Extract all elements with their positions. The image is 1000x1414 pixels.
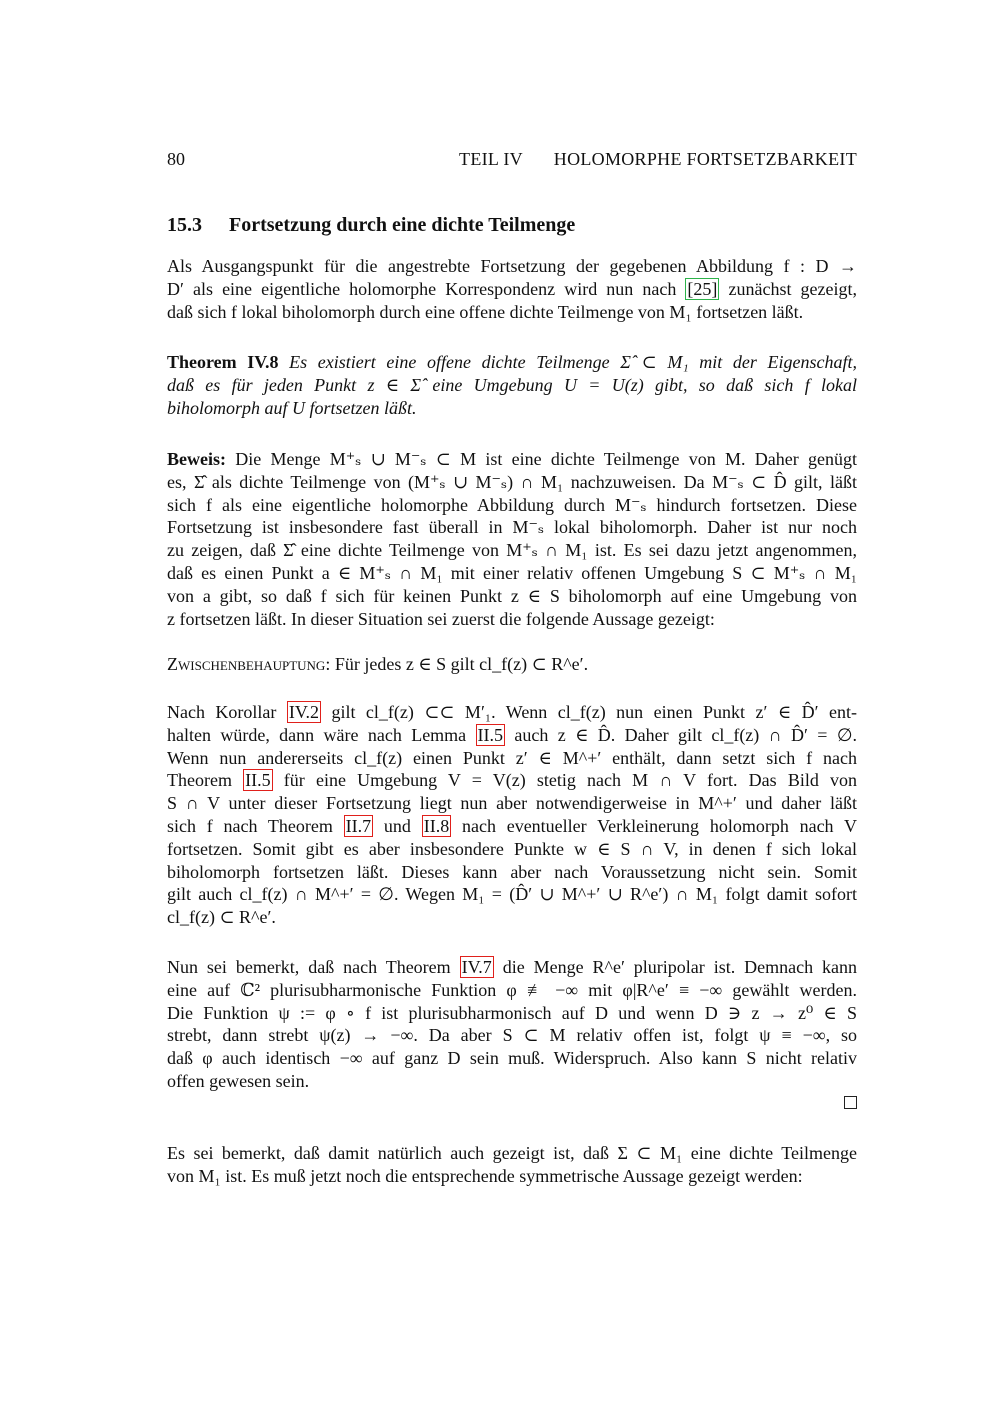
theorem-line-1-text: Es existiert eine offene dichte Teilmenge Σ̂ ⊂ M₁ mit der Eigenschaft,: [289, 352, 857, 372]
theorem-line-2: daß es für jeden Punkt z ∈ Σ̂ eine Umgebung U = U(z) gibt, so daß sich f lokal: [167, 374, 857, 395]
intro-line-1: Als Ausgangspunkt für die angestrebte Fortsetzung der gegebenen Abbildung f : D →: [167, 256, 857, 276]
p2-line-3: Wenn nun andererseits cl_f(z) einen Punkt z′ ∈ M^+′ enthält, dann setzt sich f nach: [167, 747, 857, 768]
pluripolar-paragraph: [167, 956, 857, 1093]
proof-line-4: Fortsetzung ist insbesondere fast überall in M⁻ₛ lokal biholomorph. Daher ist nur noch: [167, 517, 857, 538]
header-part: TEIL IV: [459, 149, 523, 169]
ref-link-ii5-theorem[interactable]: II.5: [245, 770, 271, 791]
p2-line-2a: halten würde, dann wäre nach Lemma: [167, 724, 476, 745]
p3-line-5: daß φ auch identisch −∞ auf ganz D sein muß. Widerspruch. Also kann S nicht relativ: [167, 1048, 857, 1069]
p2-line-4b: für eine Umgebung V = V(z) stetig nach M ∩ V fort. Das Bild von: [272, 770, 857, 791]
p2-line-4: [167, 769, 857, 792]
p3-line-1b: die Menge R^e′ pluripolar ist. Demnach kann: [493, 957, 857, 977]
proof-paragraph: [167, 448, 857, 630]
proof-line-6: daß es einen Punkt a ∈ M⁺ₛ ∩ M₁ mit einer relativ offenen Umgebung S ⊂ M⁺ₛ ∩ M₁: [167, 562, 857, 583]
p2-line-1b: gilt cl_f(z) ⊂⊂ M′₁. Wenn cl_f(z) nun einen Punkt z′ ∈ D̂′ ent-: [321, 702, 857, 722]
intro-line-2-tail: zunächst gezeigt,: [719, 278, 857, 299]
ref-link-iv2[interactable]: IV.2: [288, 702, 320, 722]
p4-line-2: von M₁ ist. Es muß jetzt noch die entsprechende symmetrische Aussage gezeigt werden:: [167, 1165, 803, 1186]
claim-line: [167, 653, 857, 676]
ref-link-ii8[interactable]: II.8: [423, 815, 450, 836]
p3-line-4: strebt, dann strebt ψ(z) → −∞. Da aber S ⊂ M relativ offen ist, folgt ψ ≡ −∞, so: [167, 1025, 857, 1046]
proof-line-5: zu zeigen, daß Σ̂ eine dichte Teilmenge von M⁺ₛ ∩ M₁ ist. Es sei dazu jetzt angenommen,: [167, 540, 857, 561]
p3-line-2: eine auf ℂ² plurisubharmonische Funktion φ ≢ −∞ mit φ|R^e′ ≡ −∞ gewählt werden.: [167, 979, 857, 1000]
proof-line-8: z fortsetzen läßt. In dieser Situation sei zuerst die folgende Aussage gezeigt:: [167, 608, 715, 629]
theorem-iv8: [167, 351, 857, 419]
theorem-line-3: biholomorph auf U fortsetzen läßt.: [167, 397, 417, 418]
section-title: Fortsetzung durch eine dichte Teilmenge: [229, 214, 576, 236]
intro-line-3: daß sich f lokal biholomorph durch eine offene dichte Teilmenge von M₁ fortsetzen läßt.: [167, 301, 804, 322]
p2-line-2: [167, 724, 857, 747]
p2-line-6a: sich f nach Theorem: [167, 815, 344, 836]
section-heading: [167, 214, 575, 237]
proof-line-1-text: Die Menge M⁺ₛ ∪ M⁻ₛ ⊂ M ist eine dichte Teilmenge von M. Daher genügt: [235, 449, 857, 469]
header-title: [459, 149, 857, 170]
proof-line-2: es, Σ̂ als dichte Teilmenge von (M⁺ₛ ∪ M⁻ₛ) ∩ M₁ nachzuweisen. Da M⁻ₛ ⊂ D̂ gilt, läßt: [167, 471, 857, 492]
p2-line-4a: Theorem: [167, 770, 244, 791]
p2-line-6b: und: [373, 815, 422, 836]
page-number: 80: [167, 149, 185, 169]
p2-line-10: cl_f(z) ⊂ R^e′.: [167, 907, 276, 928]
ref-link-ii5[interactable]: II.5: [477, 724, 504, 745]
p3-line-1a: Nun sei bemerkt, daß nach Theorem: [167, 957, 460, 977]
theorem-line-1: [167, 351, 857, 374]
claim-proof-paragraph: [167, 701, 857, 929]
ref-link-ii7[interactable]: II.7: [345, 815, 372, 836]
section-number: 15.3: [167, 214, 202, 236]
p2-line-7: fortsetzen. Somit gibt es aber insbesondere Punkte w ∈ S ∩ V, in denen f sich lokal: [167, 838, 857, 859]
claim-text: Für jedes z ∈ S gilt cl_f(z) ⊂ R^e′.: [334, 654, 589, 674]
ref-link-iv7[interactable]: IV.7: [461, 957, 492, 977]
intro-line-2: [167, 278, 857, 301]
p2-line-9: gilt auch cl_f(z) ∩ M^+′ = ∅. Wegen M₁ = (D̂′ ∪ M^+′ ∪ R^e′) ∩ M₁ folgt damit sofort: [167, 884, 857, 905]
closing-paragraph: [167, 1142, 857, 1188]
p4-line-1: Es sei bemerkt, daß damit natürlich auch gezeigt ist, daß Σ ⊂ M₁ eine dichte Teilmenge: [167, 1143, 857, 1163]
p2-line-5: S ∩ V unter dieser Fortsetzung liegt nun aber notwendigerweise in M^+′ und daher läßt: [167, 793, 857, 814]
proof-line-7: von a gibt, so daß f sich für keinen Punkt z ∈ S biholomorph auf eine Umgebung von: [167, 585, 857, 606]
proof-label: Beweis:: [167, 449, 226, 469]
p3-line-6: offen gewesen sein.: [167, 1070, 310, 1091]
p2-line-2b: auch z ∈ D̂. Daher gilt cl_f(z) ∩ D̂′ = ∅.: [505, 724, 857, 745]
p2-line-6c: nach eventueller Verkleinerung holomorph nach V: [451, 815, 857, 836]
p2-line-1: [167, 701, 857, 724]
theorem-label: Theorem IV.8: [167, 352, 279, 372]
p2-line-6: [167, 815, 857, 838]
claim-label: Zwischenbehauptung:: [167, 654, 331, 674]
proof-line-3: sich f als eine eigentliche holomorphe Abbildung durch M⁻ₛ hindurch fortsetzen. Diese: [167, 494, 857, 515]
intermediate-claim: [167, 653, 857, 676]
intro-paragraph: [167, 255, 857, 323]
p2-line-1a: Nach Korollar: [167, 702, 287, 722]
intro-line-2-text: D′ als eine eigentliche holomorphe Korrespondenz wird nun nach: [167, 278, 686, 299]
p2-line-8: biholomorph fortsetzen läßt. Dieses kann aber nach Voraussetzung nicht sein. Somit: [167, 861, 857, 882]
citation-link-25[interactable]: [25]: [687, 278, 718, 299]
p3-line-3: Die Funktion ψ := φ ∘ f ist plurisubharmonisch auf D und wenn D ∋ z → z⁰ ∈ S: [167, 1002, 857, 1023]
p3-line-1: [167, 956, 857, 979]
proof-line-1: [167, 448, 857, 471]
header-chapter: HOLOMORPHE FORTSETZBARKEIT: [553, 149, 857, 169]
qed-square-icon: [844, 1096, 857, 1109]
